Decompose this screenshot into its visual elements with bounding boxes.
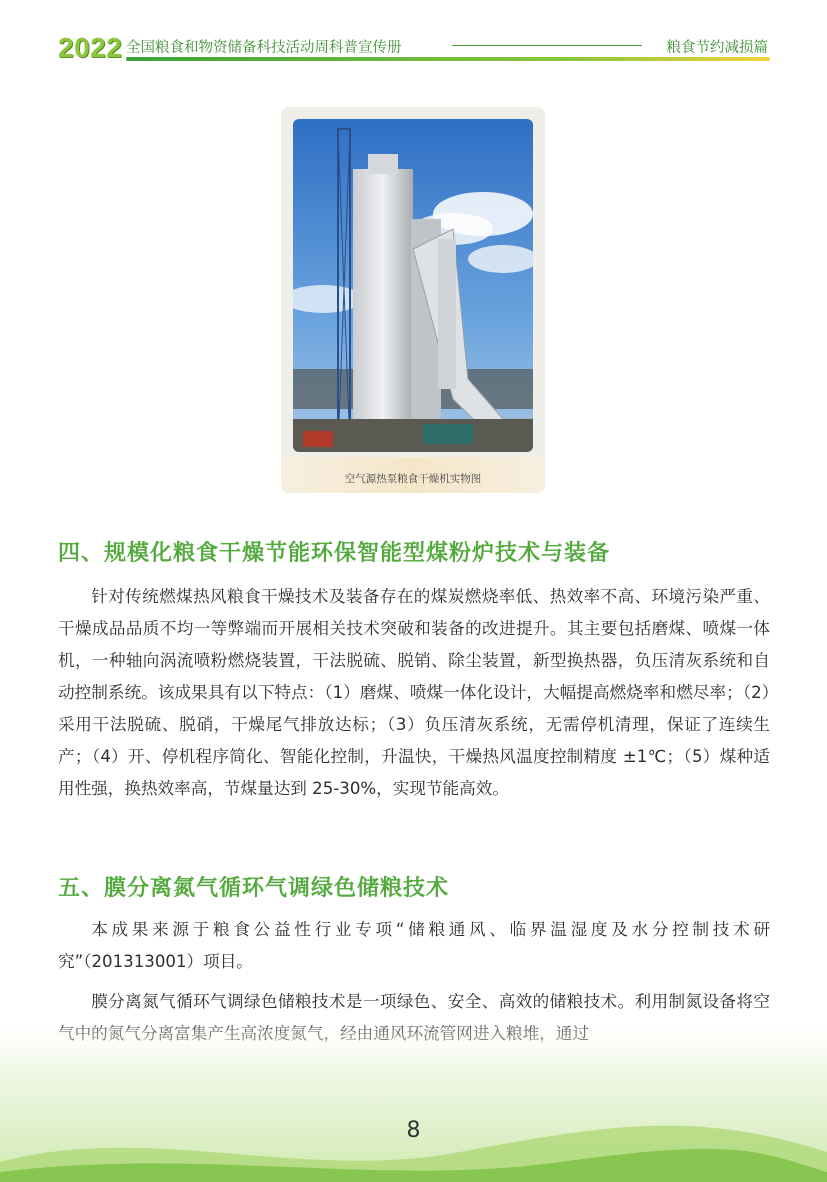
section5-heading: 五、膜分离氮气循环气调绿色储粮技术 bbox=[58, 876, 450, 901]
footer-green-waves bbox=[0, 1012, 827, 1182]
grain-dryer-photo bbox=[293, 119, 533, 452]
section5-paragraph-2: 膜分离氮气循环气调绿色储粮技术是一项绿色、安全、高效的储粮技术。利用制氮设备将空 bbox=[91, 992, 770, 1011]
grain-dryer-illustration bbox=[293, 119, 533, 452]
header-year: 2022 bbox=[58, 32, 123, 63]
page-number: 8 bbox=[406, 1118, 421, 1143]
section5-paragraph-1: 本成果来源于粮食公益性行业专项“储粮通风、临界温湿度及水分控制技术研究”（201313001）项目。 bbox=[58, 920, 770, 971]
figure-frame bbox=[281, 107, 545, 493]
header-color-bar bbox=[126, 57, 770, 61]
section4-paragraph: 针对传统燃煤热风粮食干燥技术及装备存在的煤炭燃烧率低、热效率不高、环境污染严重、干燥成品品质不均一等弊端而开展相关技术突破和装备的改进提升。其主要包括磨煤、喷煤一体机，一种轴向涡流喷粉燃烧装置，干法脱硫、脱销、除尘装置，新型换热器，负压清灰系统和自动控制系统。该成果具有以下特点：（1）磨煤、喷煤一体化设计，大幅提高燃烧率和燃尽率；（2）采用干法脱硫、脱硝，干燥尾气排放达标；（3）负压清灰系统，无需停机清理，保证了连续生产；（4）开、停机程序简化、智能化控制，升温快，干燥热风温度控制精度 ±1℃；（5）煤种适用性强，换热效率高，节煤量达到 25-30%，实现节能高效。 bbox=[58, 587, 770, 798]
figure-caption: 空气源热泵粮食干燥机实物图 bbox=[344, 473, 482, 485]
page-header bbox=[58, 30, 770, 64]
section4-heading: 四、规模化粮食干燥节能环保智能型煤粉炉技术与装备 bbox=[58, 541, 611, 566]
header-divider bbox=[452, 45, 642, 46]
header-title: 全国粮食和物资储备科技活动周科普宣传册 bbox=[126, 40, 402, 56]
header-section-label: 粮食节约减损篇 bbox=[666, 40, 768, 56]
